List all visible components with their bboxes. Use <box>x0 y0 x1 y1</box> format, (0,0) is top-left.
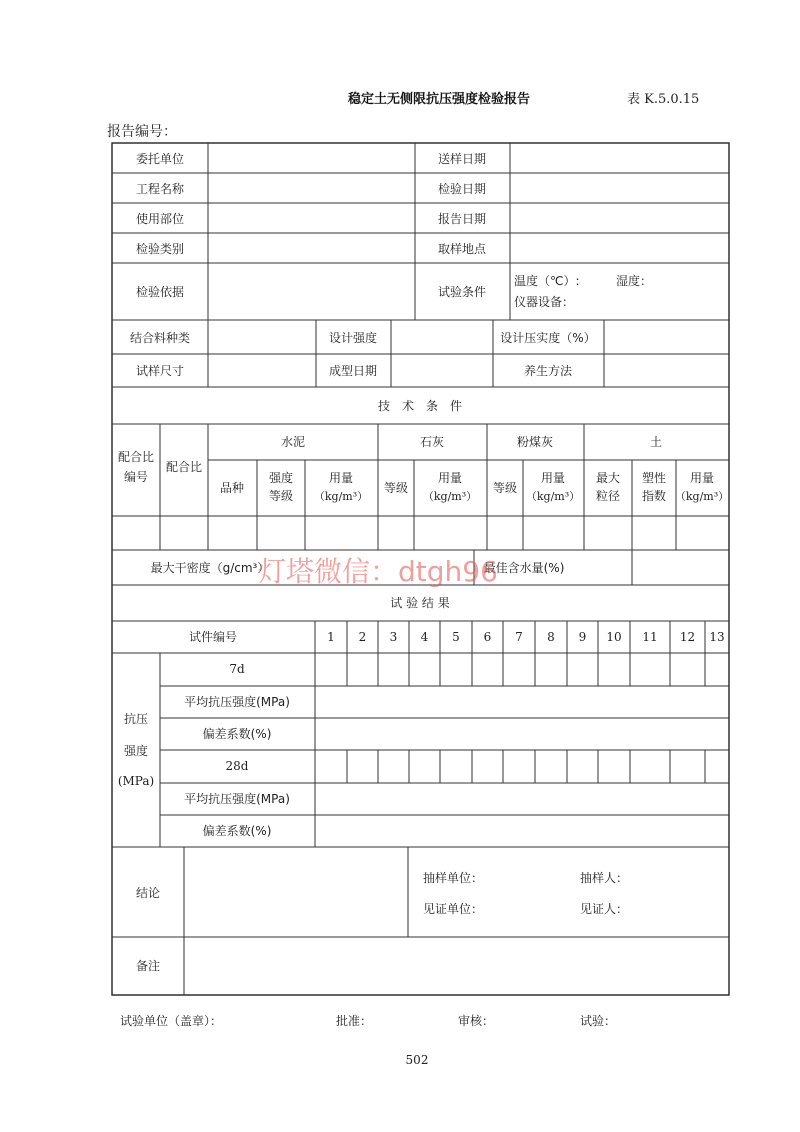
soil-max-size-label-line2: 粒径 <box>595 489 621 503</box>
max-dry-density-label: 最大干密度（g/cm³） <box>150 561 270 575</box>
7d-label: 7d <box>229 662 245 676</box>
design-compaction-label: 设计压实度（%） <box>500 331 596 345</box>
28d-label: 28d <box>225 759 249 773</box>
witness-label: 见证人： <box>580 902 629 916</box>
flyash-label: 粉煤灰 <box>516 435 554 449</box>
cement-label: 水泥 <box>280 435 306 449</box>
soil-plastic-label-line2: 指数 <box>641 489 667 503</box>
conclusion-label: 结论 <box>135 886 161 900</box>
flyash-grade-label: 等级 <box>492 481 518 495</box>
curing-method-label: 养生方法 <box>523 364 573 378</box>
soil-dosage-label: 用量 <box>689 471 715 485</box>
tester-label: 试验： <box>580 1014 617 1028</box>
soil-label: 土 <box>649 435 663 449</box>
test-condition-label: 试验条件 <box>437 285 487 299</box>
humidity-label: 湿度： <box>616 274 653 288</box>
client-label: 委托单位 <box>135 152 185 166</box>
specimen-no-label: 试件编号 <box>188 630 238 644</box>
specimen-size-label: 试样尺寸 <box>135 364 185 378</box>
specimen-grid-columns <box>347 621 705 783</box>
table-code: 表 K.5.0.15 <box>627 92 700 107</box>
tech-section <box>112 424 729 621</box>
lime-label: 石灰 <box>419 435 445 449</box>
specimen-number-2: 2 <box>358 630 367 644</box>
remark-label: 备注 <box>135 959 161 973</box>
cement-variety-label: 品种 <box>219 481 245 495</box>
info-section <box>112 143 729 387</box>
specimen-number-8: 8 <box>547 630 555 644</box>
specimen-number-7: 7 <box>515 630 523 644</box>
mix-ratio-label: 配合比 <box>165 460 203 474</box>
28d-avg-strength-label: 平均抗压强度(MPa) <box>184 792 290 806</box>
tech-heading: 技 术 条 件 <box>377 399 463 413</box>
specimen-number-9: 9 <box>578 630 587 644</box>
7d-avg-strength-label: 平均抗压强度(MPa) <box>184 695 290 709</box>
7d-cv-label: 偏差系数(%) <box>202 727 272 741</box>
strength-label-line2: 强度 <box>123 744 149 758</box>
design-strength-label: 设计强度 <box>328 331 378 345</box>
approve-label: 批准： <box>336 1014 373 1028</box>
mix-no-label-line2: 编号 <box>123 470 149 484</box>
flyash-dosage-label: 用量 <box>540 471 566 485</box>
lime-dosage-unit: （kg/m³） <box>422 490 478 503</box>
report-number-label: 报告编号： <box>107 124 177 140</box>
specimen-numbers <box>327 630 724 644</box>
lab-signature-label: 试验单位（盖章）： <box>120 1014 223 1028</box>
specimen-number-6: 6 <box>483 630 492 644</box>
lime-grade-label: 等级 <box>383 481 409 495</box>
lime-dosage-label: 用量 <box>437 471 463 485</box>
binder-type-label: 结合料种类 <box>129 331 191 345</box>
report-date-label: 报告日期 <box>437 212 487 226</box>
witness-unit-label: 见证单位： <box>423 902 484 916</box>
specimen-number-11: 11 <box>642 630 658 644</box>
test-date-label: 检验日期 <box>437 182 487 196</box>
flyash-dosage-unit: （kg/m³） <box>525 490 581 503</box>
28d-cv-label: 偏差系数(%) <box>202 824 272 838</box>
test-category-label: 检验类别 <box>135 242 185 256</box>
delivery-date-label: 送样日期 <box>437 152 487 166</box>
molding-date-label: 成型日期 <box>328 364 378 378</box>
results-heading: 试 验 结 果 <box>390 596 450 610</box>
sampler-label: 抽样人： <box>580 871 629 885</box>
specimen-number-10: 10 <box>606 630 622 644</box>
strength-label-line3: (MPa) <box>117 774 155 788</box>
optimum-moisture-label: 最佳含水量(%) <box>483 561 565 575</box>
cement-dosage-unit: （kg/m³） <box>313 490 369 503</box>
soil-dosage-unit: （kg/m³） <box>674 490 730 503</box>
review-label: 审核： <box>458 1014 495 1028</box>
page-number: 502 <box>405 1053 429 1067</box>
project-name-label: 工程名称 <box>135 182 185 196</box>
temperature-label: 温度（℃）: <box>514 274 580 288</box>
instrument-label: 仪器设备： <box>514 295 575 309</box>
cement-grade-label-line1: 强度 <box>268 471 294 485</box>
specimen-number-4: 4 <box>420 630 429 644</box>
watermark-text: 灯塔微信：dtgh96 <box>258 555 498 588</box>
mix-no-label-line1: 配合比 <box>117 450 155 464</box>
specimen-number-5: 5 <box>452 630 460 644</box>
specimen-number-13: 13 <box>709 630 725 644</box>
soil-plastic-label-line1: 塑性 <box>641 471 667 485</box>
report-title: 稳定土无侧限抗压强度检验报告 <box>348 92 531 107</box>
usage-part-label: 使用部位 <box>135 212 185 226</box>
specimen-number-12: 12 <box>679 630 696 644</box>
cement-grade-label-line2: 等级 <box>268 489 294 503</box>
conclusion-section <box>112 847 729 995</box>
sampling-site-label: 取样地点 <box>437 242 487 256</box>
test-basis-label: 检验依据 <box>135 285 185 299</box>
strength-label-line1: 抗压 <box>123 712 149 726</box>
cement-dosage-label: 用量 <box>328 471 354 485</box>
specimen-number-1: 1 <box>327 630 335 644</box>
sampling-unit-label: 抽样单位： <box>423 871 484 885</box>
specimen-number-3: 3 <box>389 630 398 644</box>
soil-max-size-label-line1: 最大 <box>595 471 621 485</box>
